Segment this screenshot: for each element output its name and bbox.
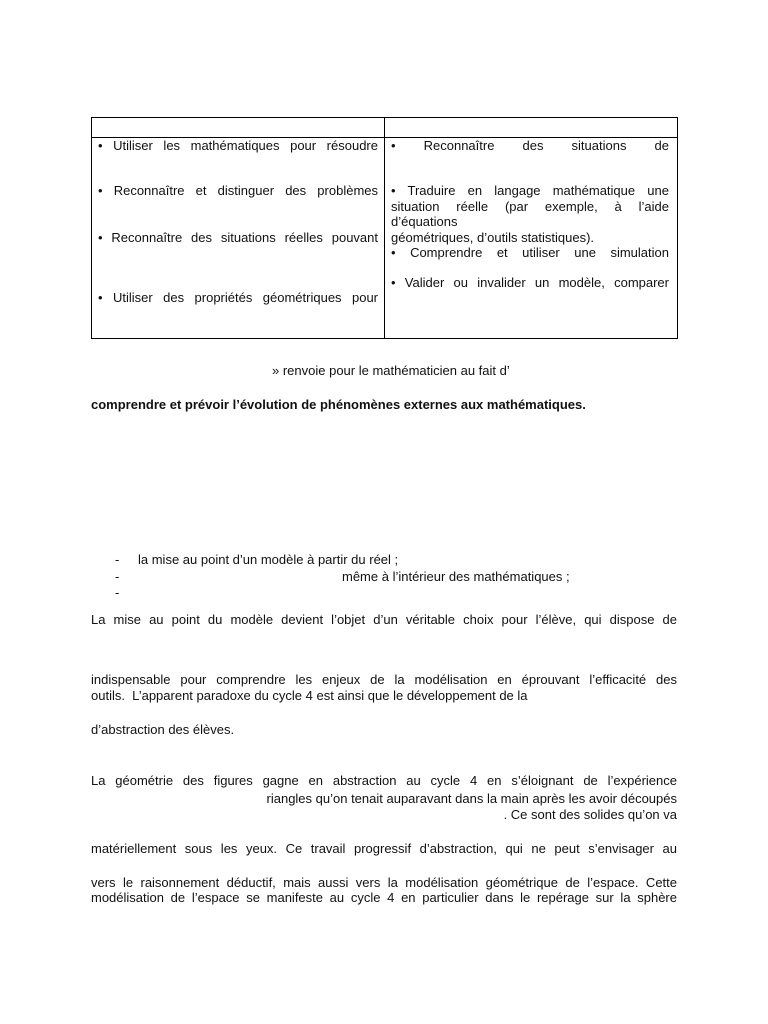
table-left-cell-1: • Utiliser les mathématiques pour résoudre — [98, 138, 378, 153]
paragraph-line: . Ce sont des solides qu’on va — [503, 807, 677, 822]
table-right-cell-3: • Comprendre et utiliser une simulation — [391, 245, 669, 260]
list-marker: - — [115, 569, 120, 584]
table-column-divider — [384, 118, 385, 338]
table-left-cell-4: • Utiliser des propriétés géométriques pour — [98, 290, 378, 305]
table-right-cell-2a: • Traduire en langage mathématique une — [391, 183, 669, 198]
paragraph-line: matériellement sous les yeux. Ce travail progressif d’abstraction, qui ne peut s’envisager au — [91, 841, 677, 856]
paragraph-line: outils. L’apparent paradoxe du cycle 4 est ainsi que le développement de la — [91, 688, 528, 703]
bold-statement: comprendre et prévoir l’évolution de phénomènes externes aux mathématiques. — [91, 397, 586, 412]
table-right-cell-1: • Reconnaître des situations de — [391, 138, 669, 153]
list-item: même à l’intérieur des mathématiques ; — [342, 569, 570, 584]
list-marker: - — [115, 585, 120, 600]
table-left-cell-2: • Reconnaître et distinguer des problèmes — [98, 183, 378, 198]
paragraph-line: La géométrie des figures gagne en abstraction au cycle 4 en s’éloignant de l’expérience — [91, 773, 677, 788]
table-right-cell-2d: géométriques, d’outils statistiques). — [391, 230, 595, 245]
list-item: la mise au point d’un modèle à partir du réel ; — [138, 552, 399, 567]
paragraph-line: riangles qu’on tenait auparavant dans la main après les avoir découpés — [266, 791, 677, 806]
renvoie-line: » renvoie pour le mathématicien au fait d’ — [272, 363, 510, 378]
paragraph-line: modélisation de l’espace se manifeste au cycle 4 en particulier dans le repérage sur la sphère — [91, 890, 677, 905]
table-right-cell-2b: situation réelle (par exemple, à l’aide — [391, 199, 669, 214]
paragraph-line: vers le raisonnement déductif, mais aussi vers la modélisation géométrique de l’espace. Cette — [91, 875, 677, 890]
table-left-cell-3: • Reconnaître des situations réelles pouvant — [98, 230, 378, 245]
paragraph-line: indispensable pour comprendre les enjeux de la modélisation en éprouvant l’efficacité des — [91, 672, 677, 687]
table-right-cell-2c: d’équations — [391, 214, 458, 229]
paragraph-line: La mise au point du modèle devient l’objet d’un véritable choix pour l’élève, qui dispose de — [91, 612, 677, 627]
table-right-cell-4: • Valider ou invalider un modèle, comparer — [391, 275, 669, 290]
list-marker: - — [115, 552, 120, 567]
paragraph-line: d’abstraction des élèves. — [91, 722, 235, 737]
